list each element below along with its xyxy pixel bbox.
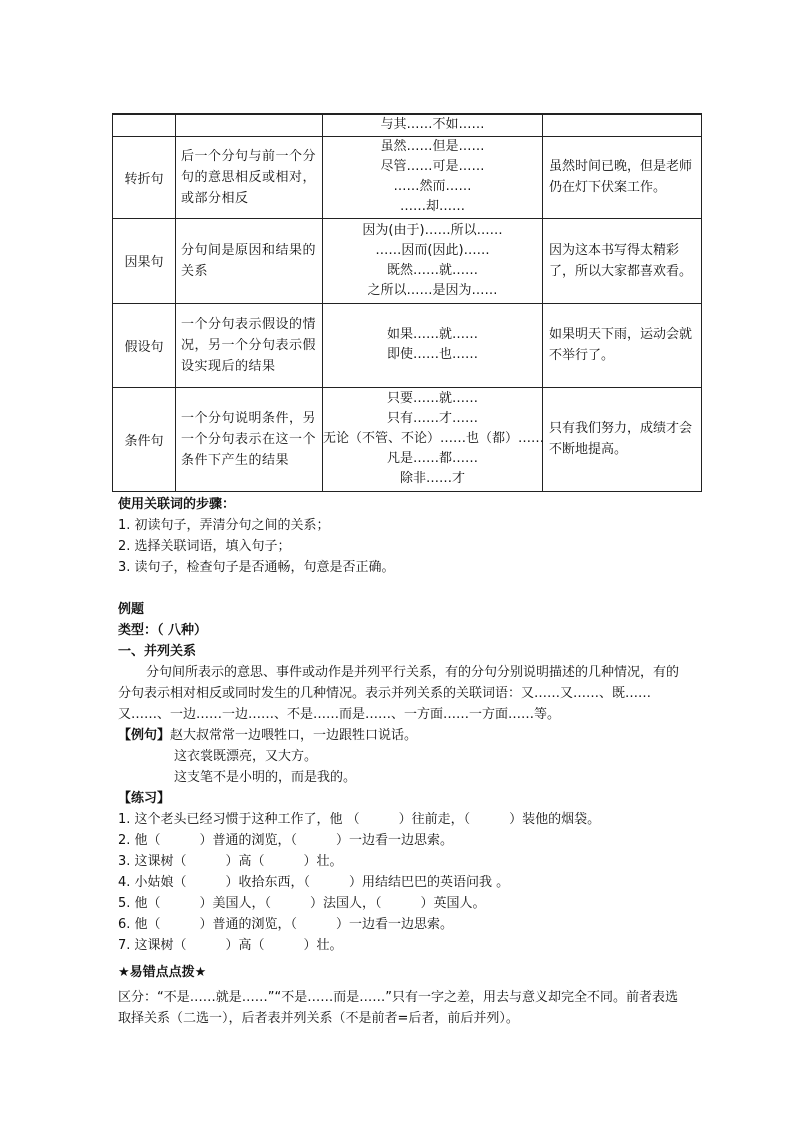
table-row bbox=[113, 114, 702, 136]
tip-section bbox=[118, 962, 688, 1029]
sentence-description: 一个分句说明条件，另一个分句表示在这一个条件下产生的结果 bbox=[176, 387, 323, 491]
sentence-description: 一个分句表示假设的情况，另一个分句表示假设实现后的结果 bbox=[176, 303, 323, 387]
practice-item: 1. 这个老头已经习惯于这种工作了，他 （ ）往前走，（ ）装他的烟袋。 bbox=[118, 812, 601, 827]
practice-item: 2. 他（ ）普通的浏览，（ ）一边看一边思索。 bbox=[118, 833, 454, 848]
example-label: 【例句】 bbox=[118, 728, 171, 743]
tip-text: 区分：“不是……就是……”“不是……而是……”只有一字之差，用去与意义却完全不同。前者表选取择关系（二选一），后者表并列关系（不是前者=后者，前后并列）。 bbox=[118, 990, 678, 1026]
connector-word: 凡是……都…… bbox=[386, 451, 478, 466]
connector-words bbox=[323, 218, 543, 303]
sub-heading: 一、并列关系 bbox=[118, 644, 197, 659]
explanation-paragraph: 分句间所表示的意思、事件或动作是并列平行关系，有的分句分别说明描述的几种情况，有的分句表示相对相反或同时发生的几种情况。表示并列关系的关联词语：又……又……、既……又……、一边……一边……、不是……而是……、一方面……一方面……等。 bbox=[118, 665, 680, 722]
practice-item: 6. 他（ ）普通的浏览，（ ）一边看一边思索。 bbox=[118, 917, 454, 932]
sentence-type: 转折句 bbox=[113, 136, 176, 218]
example-sentence: 这衣裳既漂亮，又大方。 bbox=[174, 749, 318, 764]
type-label: 类型：（ 八种） bbox=[118, 623, 208, 638]
sentence-description bbox=[176, 114, 323, 136]
practice-heading: 【练习】 bbox=[118, 791, 171, 806]
example-sentence: 这支笔不是小明的，而是我的。 bbox=[174, 770, 357, 785]
practice-item: 7. 这课树（ ）高（ ）壮。 bbox=[118, 938, 343, 953]
connector-words bbox=[323, 136, 543, 218]
step-item: 1. 初读句子，弄清分句之间的关系； bbox=[118, 518, 330, 533]
example-sentence bbox=[543, 114, 702, 136]
practice-item: 4. 小姑娘（ ）收拾东西，（ ）用结结巴巴的英语问我 。 bbox=[118, 875, 510, 890]
example-sentence: 赵大叔常常一边喂牲口，一边跟牲口说话。 bbox=[170, 728, 418, 743]
sentence-type: 条件句 bbox=[113, 387, 176, 491]
practice-item: 3. 这课树（ ）高（ ）壮。 bbox=[118, 854, 343, 869]
table-row bbox=[113, 136, 702, 218]
practice-item: 5. 他（ ）美国人，（ ）法国人，（ ）英国人。 bbox=[118, 896, 486, 911]
table-row bbox=[113, 387, 702, 491]
connector-words bbox=[323, 303, 543, 387]
connector-word: 与其……不如…… bbox=[380, 117, 485, 133]
connector-word: ……却…… bbox=[399, 199, 465, 214]
connector-word: 只有……才…… bbox=[386, 411, 478, 426]
example-sentence: 虽然时间已晚，但是老师仍在灯下伏案工作。 bbox=[543, 136, 702, 218]
example-sentence: 只有我们努力，成绩才会不断地提高。 bbox=[543, 387, 702, 491]
step-item: 3. 读句子，检查句子是否通畅，句意是否正确。 bbox=[118, 560, 395, 575]
example-section bbox=[118, 599, 688, 788]
sentence-description: 后一个分句与前一个分句的意思相反或相对，或部分相反 bbox=[176, 136, 323, 218]
example-heading: 例题 bbox=[118, 602, 145, 617]
connector-word: 之所以……是因为…… bbox=[367, 282, 498, 298]
connector-word: 虽然……但是…… bbox=[380, 139, 485, 154]
connector-word: 只要……就…… bbox=[386, 391, 478, 406]
connector-word: 因为(由于)……所以…… bbox=[362, 222, 503, 238]
table-row bbox=[113, 218, 702, 303]
connector-word: 既然……就…… bbox=[386, 262, 478, 278]
steps-section bbox=[118, 494, 688, 578]
example-sentence: 如果明天下雨，运动会就不举行了。 bbox=[543, 303, 702, 387]
tip-heading: ★易错点点拨★ bbox=[118, 965, 207, 980]
connector-words bbox=[323, 387, 543, 491]
sentence-type: 因果句 bbox=[113, 218, 176, 303]
connector-word: 除非……才 bbox=[399, 471, 465, 486]
connector-word: 如果……就…… bbox=[386, 327, 478, 342]
connector-word: 即使……也…… bbox=[386, 347, 478, 362]
table-row bbox=[113, 303, 702, 387]
conjunction-table bbox=[112, 113, 702, 492]
practice-section bbox=[118, 788, 688, 956]
connector-word: 尽管……可是…… bbox=[380, 159, 485, 174]
example-line bbox=[118, 725, 688, 746]
sentence-type: 假设句 bbox=[113, 303, 176, 387]
connector-word: ……然而…… bbox=[393, 179, 472, 194]
connector-words bbox=[323, 114, 543, 136]
sentence-type bbox=[113, 114, 176, 136]
example-sentence: 因为这本书写得太精彩了，所以大家都喜欢看。 bbox=[543, 218, 702, 303]
steps-title: 使用关联词的步骤： bbox=[118, 497, 236, 512]
connector-word: 无论（不管、不论）……也（都）…… bbox=[323, 431, 545, 446]
sentence-description: 分句间是原因和结果的关系 bbox=[176, 218, 323, 303]
connector-word: ……因而(因此)…… bbox=[375, 242, 490, 258]
step-item: 2. 选择关联词语，填入句子； bbox=[118, 539, 291, 554]
